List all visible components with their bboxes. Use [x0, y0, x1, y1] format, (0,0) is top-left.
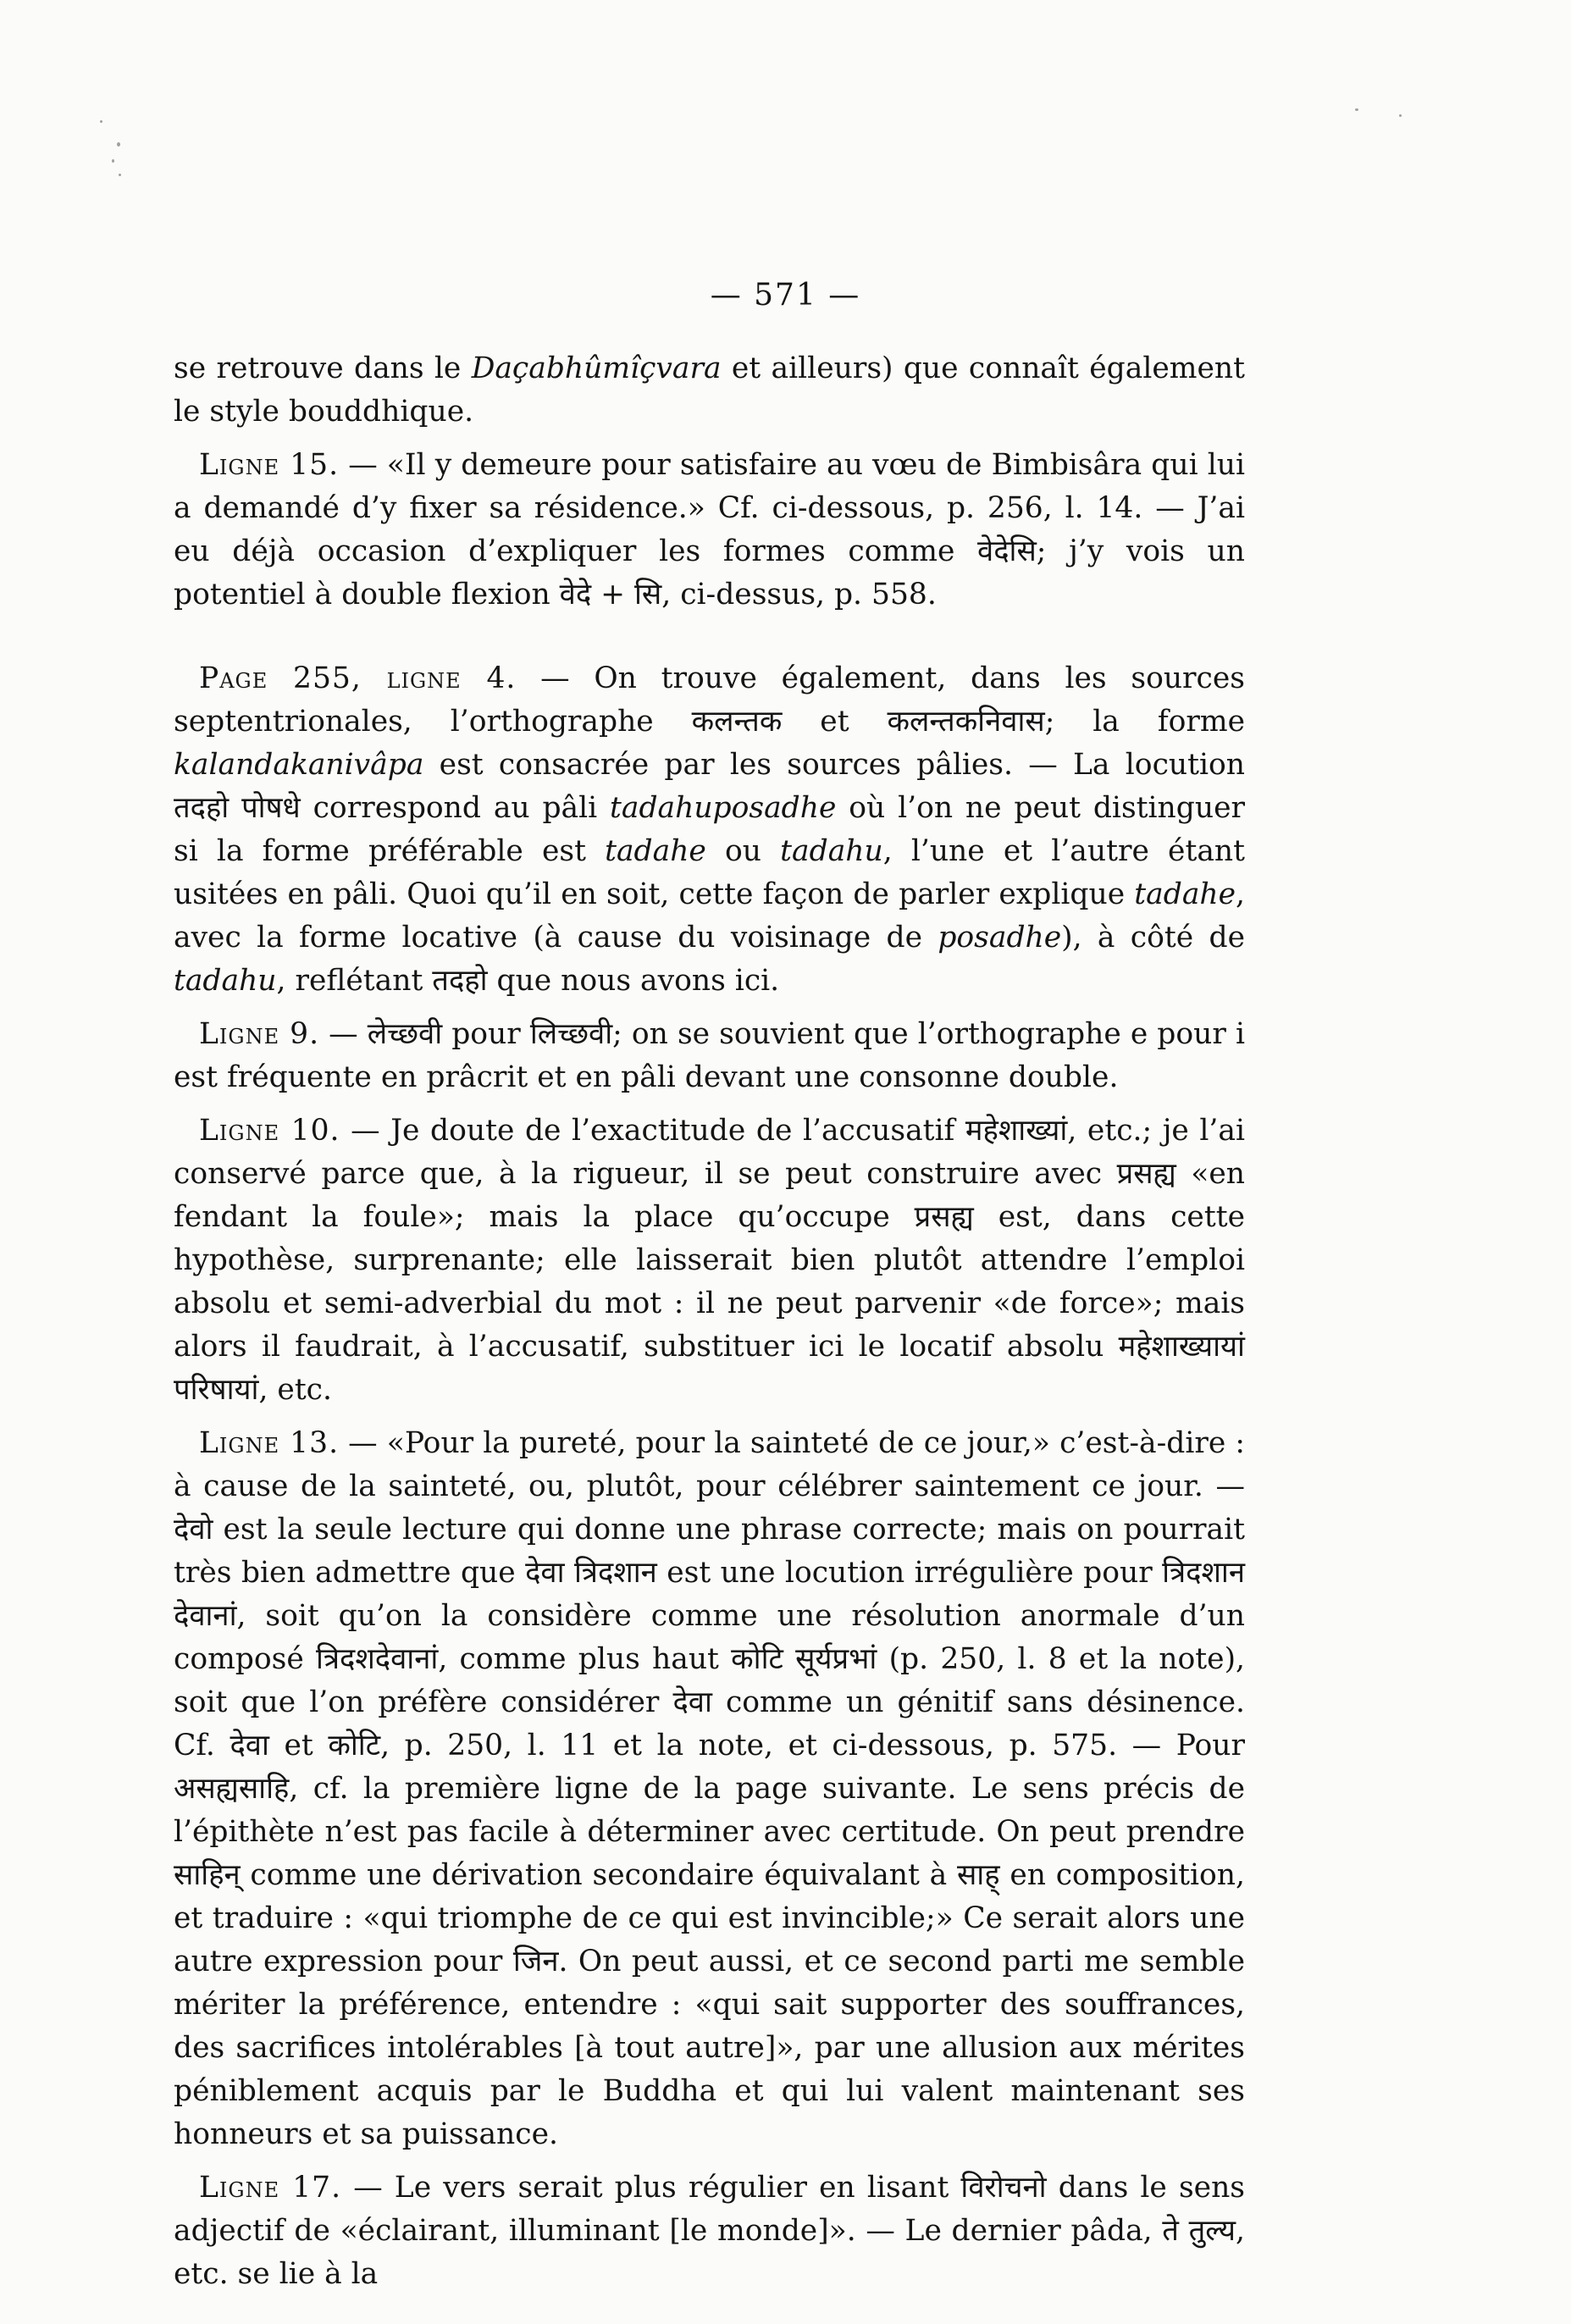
note-text: — On trouve également, dans les sources septentrionales, l’orthographe कलन्तक et कलन्तकनिवास; la forme kalandakanivâpa est consacrée par les sources pâlies. — La locution तदहो पोषधे correspond au pâli tadahuposadhe où l’on ne peut distinguer si la forme préférable est tadahe ou tadahu, l’une et l’autre étant usitées en pâli. Quoi qu’il en soit, cette façon de parler explique tadahe, avec la forme locative (à cause du voisinage de posadhe), à côté de tadahu, reflétant तदहो que nous avons ici. — [174, 661, 1245, 998]
margin-speck — [100, 120, 102, 123]
margin-speck — [1399, 114, 1402, 117]
note-text: — «Il y demeure pour satisfaire au vœu de Bimbisâra qui lui a demandé d’y fixer sa résidence.» Cf. ci-dessous, p. 256, l. 14. — J’ai eu déjà occasion d’expliquer les formes comme वेदेसि; j’y vois un potentiel à double flexion वेदे + सि, ci-dessus, p. 558. — [174, 448, 1246, 611]
margin-speck — [119, 174, 121, 176]
italic-term: tadahe — [605, 834, 706, 868]
note-lead: Ligne 9. — [199, 1017, 320, 1051]
italic-term: tadahu — [174, 964, 277, 998]
note-page-255-ligne-4 — [174, 657, 1245, 1003]
italic-term: Daçabhûmîçvara — [471, 351, 722, 385]
note-text: — लेच्छवी pour लिच्छवी; on se souvient que l’orthographe e pour i est fréquente en prâcrit et en pâli devant une consonne double. — [174, 1017, 1245, 1094]
note-text: — «Pour la pureté, pour la sainteté de ce jour,» c’est-à-dire : à cause de la sainteté, ou, plutôt, pour célébrer saintement ce jour. — देवो est la seule lecture qui donne une phrase correcte; mais on pourrait très bien admettre que देवा त्रिदशान est une locution irrégulière pour त्रिदशान देवानां, soit qu’on la considère comme une résolution anormale d’un composé त्रिदशदेवानां, comme plus haut कोटि सूर्यप्रभां (p. 250, l. 8 et la note), soit que l’on préfère considérer देवा comme un génitif sans désinence. Cf. देवा et कोटि, p. 250, l. 11 et la note, et ci-dessous, p. 575. — Pour असह्यसाहि, cf. la première ligne de la page suivante. Le sens précis de l’épithète n’est pas facile à déterminer avec certitude. On peut prendre साहिन् comme une dérivation secondaire équivalant à साह् en composition, et traduire : «qui triomphe de ce qui est invincible;» Ce serait alors une autre expression pour जिन. On peut aussi, et ce second parti me semble mériter la préférence, entendre : «qui sait supporter des souffrances, des sacrifices intolérables [à tout autre]», par une allusion aux mérites péniblement acquis par le Buddha et qui lui valent maintenant ses honneurs et sa puissance. — [174, 1426, 1246, 2151]
paragraph-text: se retrouve dans le Daçabhûmîçvara et ailleurs) que connaît également le style bouddhique. — [174, 351, 1245, 429]
note-ligne-13 — [174, 1422, 1245, 2156]
italic-term — [610, 791, 836, 825]
margin-speck — [112, 159, 114, 163]
note-ligne-9 — [174, 1013, 1245, 1099]
note-lead: Ligne 17. — [199, 2171, 342, 2205]
note-lead: Page 255, ligne 4. — [199, 661, 517, 695]
note-ligne-10 — [174, 1109, 1245, 1412]
note-lead: Ligne 13. — [199, 1426, 340, 1460]
italic-term: kalandakanivâpa — [174, 748, 424, 782]
note-text: — Je doute de l’exactitude de l’accusatif महेशाख्यां, etc.; je l’ai conservé parce que, à la rigueur, il se peut construire avec प्रसह्य «en fendant la foule»; mais la place qu’occupe प्रसह्य est, dans cette hypothèse, surprenante; elle laisserait bien plutôt attendre l’emploi absolu et semi-adverbial du mot : il ne peut parvenir «de force»; mais alors il faudrait, à l’accusatif, substituer ici le locatif absolu महेशाख्यायां परिषायां, etc. — [174, 1114, 1245, 1407]
margin-speck — [1355, 108, 1358, 111]
paragraph-continuation — [174, 347, 1245, 434]
note-text: — Le vers serait plus régulier en lisant विरोचनो dans le sens adjectif de «éclairant, illuminant [le monde]». — Le dernier pâda, ते तुल्य, etc. se lie à la — [174, 2171, 1245, 2291]
italic-term: tadahu — [780, 834, 883, 868]
note-lead: Ligne 10. — [199, 1114, 340, 1148]
page-body — [174, 347, 1245, 2306]
note-ligne-15 — [174, 444, 1245, 617]
italic-term: tadahu — [610, 791, 713, 825]
page-number: — 571 — — [710, 278, 861, 313]
note-lead: Ligne 15. — [199, 448, 340, 482]
italic-term: posadhe — [938, 921, 1062, 955]
note-ligne-17 — [174, 2166, 1245, 2296]
italic-term: tadahe — [1134, 877, 1236, 911]
margin-speck — [117, 142, 120, 147]
italic-term: posadhe — [712, 791, 837, 825]
